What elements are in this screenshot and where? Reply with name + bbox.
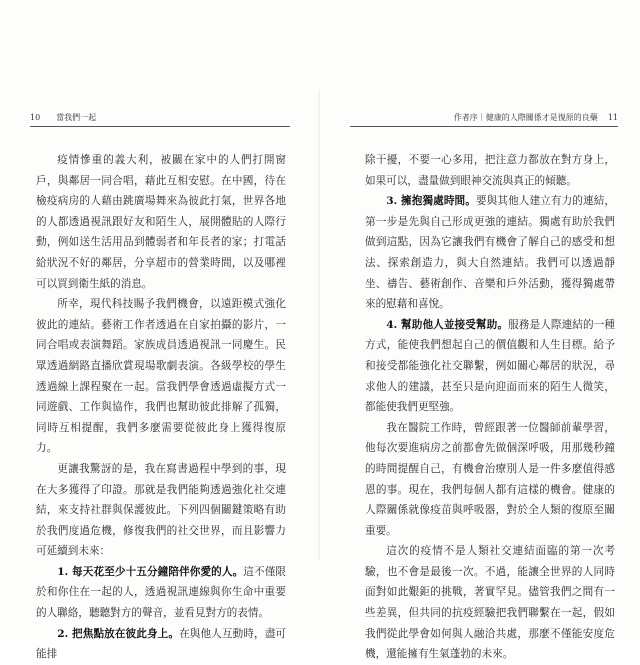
running-head-title: 當我們一起 [56,113,97,122]
strategy-heading: 3. 擁抱獨處時間。 [386,195,476,208]
left-page [0,0,320,661]
header-rule [30,126,290,127]
right-page-body [365,150,615,665]
strategy-text: 要與其他人建立有力的連結，第一步是先與自己形成更強的連結。獨處有助於我們做到這點，因為它讓我們有機會了解自己的感受和想法、探索創造力，與大自然連結。我們可以透過靜坐、禱告、藝術創作、音樂和戶外活動，獲得獨處帶來的慰藉和喜悅。 [365,195,615,311]
right-page [320,0,640,661]
strategy-text: 在與他人互動時，盡可能排 [36,627,286,661]
page-number: 10 [30,113,41,122]
paragraph: 所幸，現代科技賜予我們機會，以遠距模式強化彼此的連結。藝術工作者透過在自家拍攝的影片，一同合唱或表演舞蹈。家族成員透過視訊一同慶生。民眾透過網路直播欣賞現場歌劇表演。各級學校的學生透過線上課程聚在一起。當我們學會透過虛擬方式一同遊戲、工作與協作，我們也幫助彼此排解了孤獨，同時互相提醒，我們多麼需要從彼此身上獲得復原力。 [36,298,286,455]
strategy-heading: 1. 每天花至少十五分鐘陪伴你愛的人。 [57,565,244,578]
strategy-text: 這不僅限於和你住在一起的人，透過視訊連線與你生命中重要的人聯絡，聽聽對方的聲音，並看見對方的表情。 [36,565,286,620]
strategy-heading: 4. 幫助他人並接受幫助。 [386,318,509,331]
strategy-paragraph [36,562,286,624]
right-running-header [454,113,618,123]
paragraph: 我在醫院工作時，曾經跟著一位醫師前輩學習，他每次要進病房之前都會先做個深呼吸，用那幾秒鐘的時間提醒自己，有機會治療別人是一件多麼值得感恩的事。現在，我們每個人都有這樣的機會。健康的人際關係就像疫苗與呼吸器，對於全人類的復原至關重要。 [365,421,615,537]
strategy-paragraph [365,315,615,418]
page-number: 11 [607,113,618,122]
paragraph: 這次的疫情不是人類社交連結面臨的第一次考驗，也不會是最後一次。不過，能讓全世界的人同時面對如此艱鉅的挑戰，著實罕見。儘管我們之間有一些差異，但共同的抗疫經驗把我們聯繫在一起，假如我們從此學會如何與人融洽共處，那麼不僅能安度危機，還能擁有生氣蓬勃的未來。 [365,545,615,661]
paragraph: 疫情慘重的義大利，被關在家中的人們打開窗戶，與鄰居一同合唱，藉此互相安慰。在中國，待在檢疫病房的人藉由跳廣場舞來為彼此打氣，世界各地的人都透過視訊跟好友和陌生人，展開體貼的人際行動，例如送生活用品到體弱者和年長者的家；打電話給狀況不好的鄰居，分享超市的營業時間，以及哪裡可以買到衛生紙的消息。 [36,154,286,290]
running-head-title: 作者序｜健康的人際關係才是復原的良藥 [453,113,598,122]
left-running-header [30,113,96,123]
paragraph: 更讓我驚訝的是，我在寫書過程中學到的事，現在大多獲得了印證。那就是我們能夠透過強化社交連結，來支持社群與保護彼此。下列四個關鍵策略有助於我們度過危機，修復我們的社交世界，而且影響力可延續到未來： [36,462,286,558]
paragraph: 除干擾，不要一心多用，把注意力都放在對方身上，如果可以，盡量做到眼神交流與真正的傾聽。 [365,154,615,187]
strategy-paragraph [365,191,615,315]
strategy-paragraph [36,624,286,665]
header-rule [350,126,618,127]
left-page-body [36,150,286,665]
strategy-text: 服務是人際連結的一種方式，能使我們想起自己的價值觀和人生目標。給予和接受都能強化社交聯繫，例如關心鄰居的狀況，尋求他人的建議，甚至只是向迎面而來的陌生人微笑，都能使我們更堅強。 [365,318,615,414]
strategy-heading: 2. 把焦點放在彼此身上。 [57,627,180,640]
